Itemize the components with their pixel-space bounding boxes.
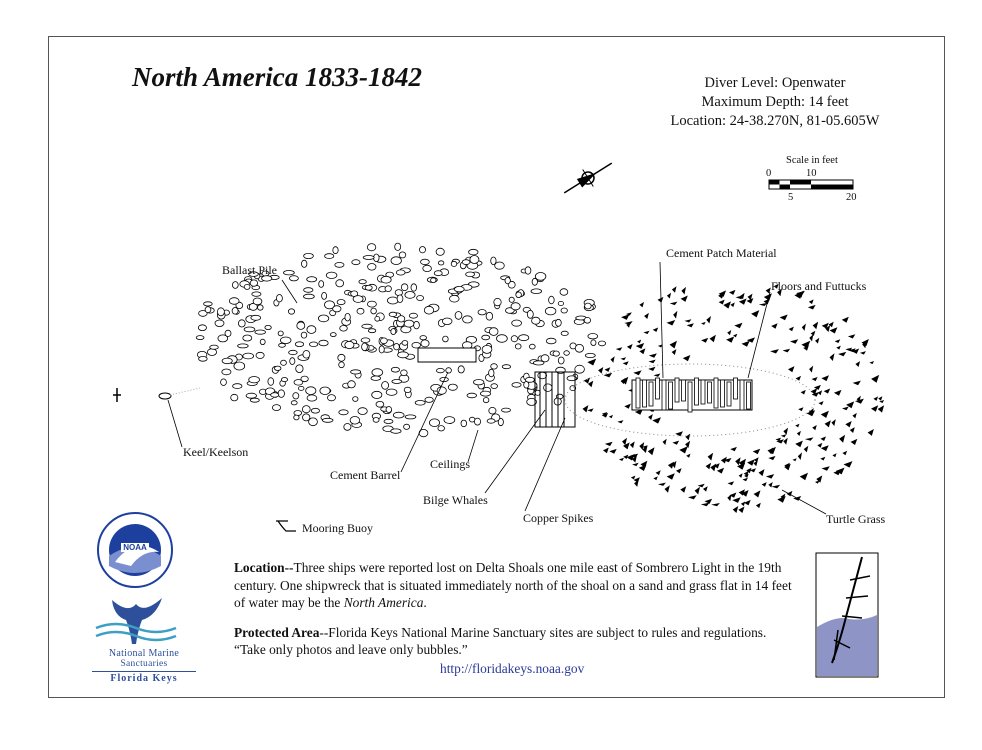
noaa-logo-text: NOAA [121,543,149,552]
ship-name: North America [343,595,424,610]
label-copper-spikes: Copper Spikes [523,511,594,525]
protected-heading: Protected Area [234,624,320,640]
website-link[interactable]: http://floridakeys.noaa.gov [440,661,585,676]
scale-tick-20: 20 [846,192,857,203]
maximum-depth: Maximum Depth: 14 feet [701,94,849,110]
sanctuary-line-3: Florida Keys [92,671,196,684]
mooring-buoy-icon [276,521,296,531]
scale-tick-5: 5 [788,192,794,203]
diver-flag-icon [816,553,878,677]
sanctuary-line-2: Sanctuaries [120,659,168,669]
scale-tick-0: 0 [766,168,772,179]
location-paragraph [234,559,794,612]
sanctuary-line-1: National Marine [108,648,180,659]
label-mooring-buoy: Mooring Buoy [302,521,374,535]
label-turtle-grass: Turtle Grass [826,512,886,526]
location-heading: Location-- [234,560,294,575]
protected-body: --Florida Keys National Marine Sanctuary sites are subject to rules and regulations. “Take only photos and leave only bubbles.” [234,624,767,657]
keel-keelson-end [113,388,200,402]
location-end: . [423,595,427,610]
label-cement-barrel: Cement Barrel [330,468,401,482]
north-arrow-icon [559,155,617,202]
scale-bar [769,180,853,189]
protected-paragraph [234,624,794,659]
label-cement-patch: Cement Patch Material [666,246,777,260]
label-keel-keelson: Keel/Keelson [183,445,249,459]
chart-title: North America 1833-1842 [132,62,422,92]
location-body: Three ships were reported lost on Delta Shoals one mile east of Sombrero Light in the 19th century. One shipwreck that is situated immediately north of the shoal on a sand and grass flat in 14 feet of water may be the [234,560,792,610]
scale-label: Scale in feet [786,155,838,166]
location-coordinates: Location: 24-38.270N, 81-05.605W [670,113,880,129]
sanctuary-whale-tail-icon [96,598,176,644]
label-ceilings: Ceilings [430,457,471,471]
label-bilge-whales: Bilge Whales [423,493,488,507]
scale-tick-10: 10 [806,168,817,179]
label-ballast-pile: Ballast Pile [222,263,277,277]
diver-level: Diver Level: Openwater [704,75,846,91]
sanctuary-logo-text [92,648,196,684]
label-floors-futtucks: Floors and Futtucks [771,279,867,293]
description [234,559,794,671]
